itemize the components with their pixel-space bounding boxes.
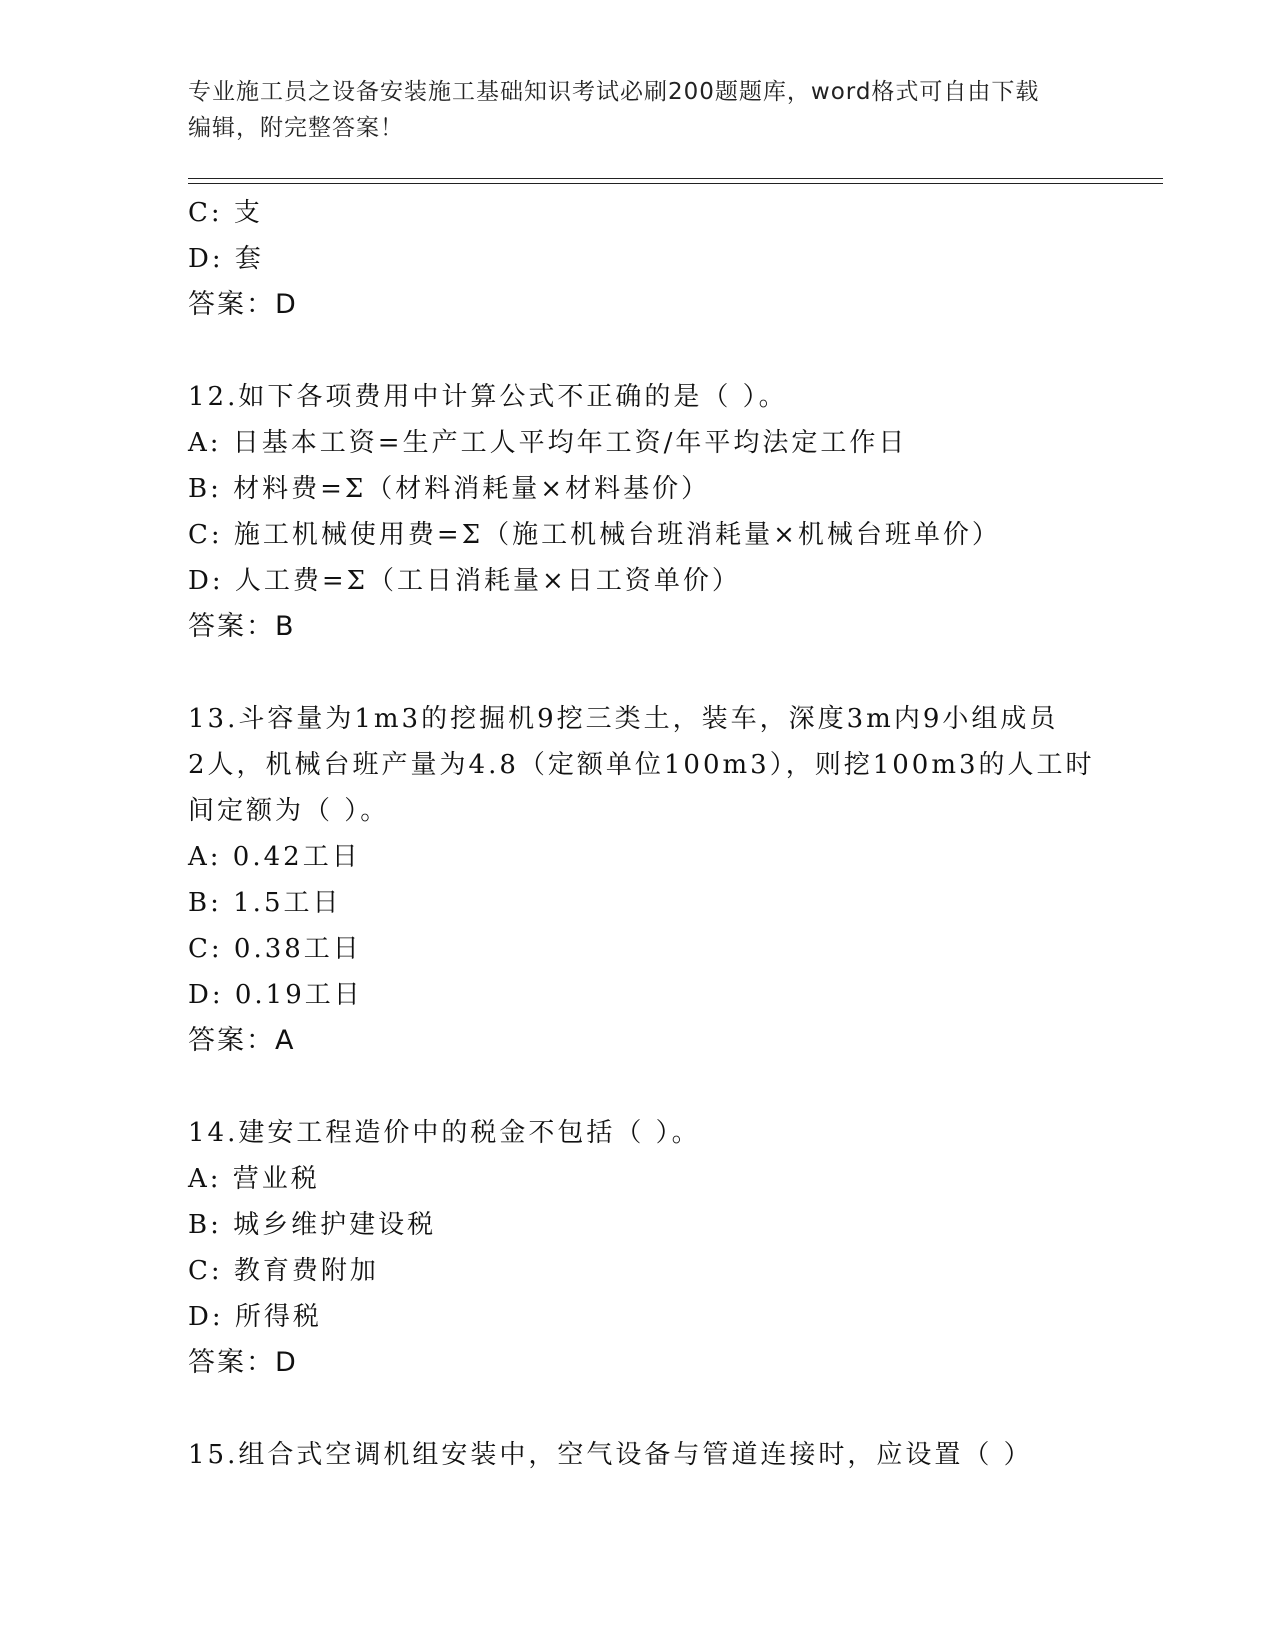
question-stem-line-2: 2人，机械台班产量为4.8（定额单位100m3），则挖100m3的人工时 <box>188 750 1095 780</box>
option-a: A: 日基本工资=生产工人平均年工资/年平均法定工作日 <box>188 428 908 458</box>
option-a: A: 营业税 <box>188 1164 320 1194</box>
option-d: D: 0.19工日 <box>188 980 363 1010</box>
header-line-1: 专业施工员之设备安装施工基础知识考试必刷200题题库，word格式可自由下载 <box>188 79 1040 105</box>
question-14 <box>188 1110 1188 1386</box>
option-c: C: 0.38工日 <box>188 934 362 964</box>
header-rule-bottom <box>188 183 1163 184</box>
question-list <box>188 190 1188 1478</box>
question-15 <box>188 1432 1188 1478</box>
answer-line: 答案：D <box>188 1347 298 1378</box>
answer-line: 答案：D <box>188 289 298 320</box>
question-11-tail <box>188 190 1188 328</box>
spacer <box>188 1386 1188 1432</box>
option-d: D: 人工费=Σ（工日消耗量×日工资单价） <box>188 566 741 596</box>
option-b: B: 城乡维护建设税 <box>188 1210 437 1240</box>
spacer <box>188 1064 1188 1110</box>
option-c: C: 施工机械使用费=Σ（施工机械台班消耗量×机械台班单价） <box>188 520 1001 550</box>
answer-line: 答案：B <box>188 611 296 642</box>
answer-line: 答案：A <box>188 1025 296 1056</box>
option-c: C: 支 <box>188 198 263 228</box>
option-b: B: 材料费=Σ（材料消耗量×材料基价） <box>188 474 711 504</box>
question-13 <box>188 696 1188 1064</box>
option-d: D: 套 <box>188 244 264 274</box>
option-b: B: 1.5工日 <box>188 888 342 918</box>
option-c: C: 教育费附加 <box>188 1256 379 1286</box>
option-d: D: 所得税 <box>188 1302 322 1332</box>
question-stem: 14.建安工程造价中的税金不包括（ ）。 <box>188 1118 701 1148</box>
spacer <box>188 650 1188 696</box>
question-12 <box>188 374 1188 650</box>
question-stem: 15.组合式空调机组安装中，空气设备与管道连接时，应设置（ ） <box>188 1440 1033 1470</box>
question-stem-line-3: 间定额为（ ）。 <box>188 796 390 826</box>
question-stem: 12.如下各项费用中计算公式不正确的是（ ）。 <box>188 382 788 412</box>
header-line-2: 编辑，附完整答案！ <box>188 115 404 141</box>
document-header <box>188 74 1088 146</box>
question-stem-line-1: 13.斗容量为1m3的挖掘机9挖三类土，装车，深度3m内9小组成员 <box>188 704 1059 734</box>
option-a: A: 0.42工日 <box>188 842 361 872</box>
spacer <box>188 328 1188 374</box>
header-rule-top <box>188 178 1163 179</box>
